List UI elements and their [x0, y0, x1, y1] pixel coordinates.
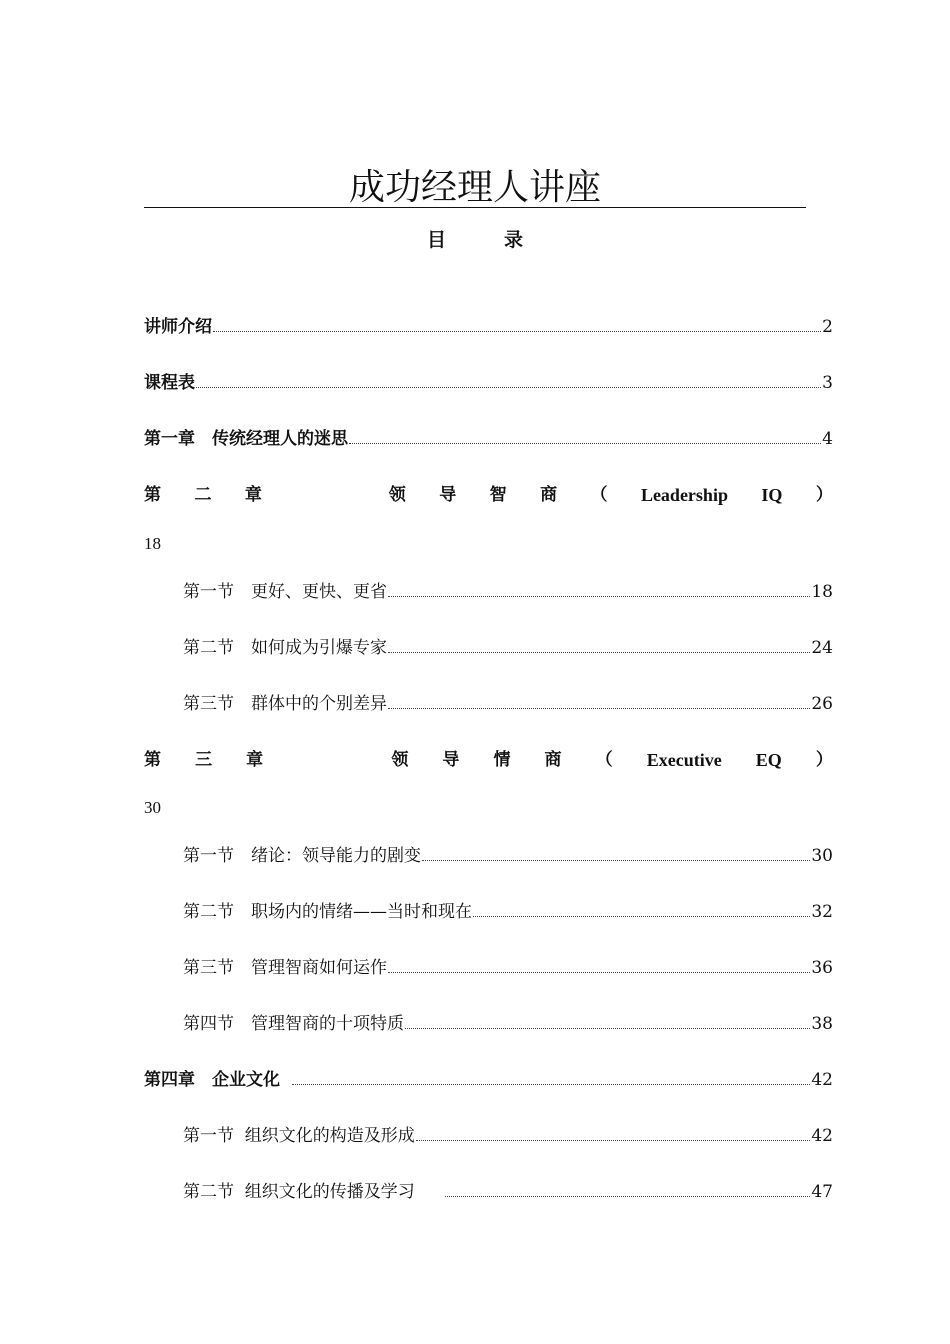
toc-entry-label: 第二节 如何成为引爆专家 [183, 638, 387, 658]
toc-entry-page: 47 [811, 1182, 833, 1202]
toc-heading: 目录 [426, 229, 581, 251]
toc-entry-page: 2 [822, 317, 833, 337]
toc-word: 领 [388, 485, 406, 505]
toc-entry-label: 第四节 管理智商的十项特质 [183, 1014, 404, 1034]
toc-word: 领 [391, 750, 409, 770]
toc-entry-chapter-3[interactable] [144, 745, 833, 771]
toc-entry-section[interactable] [183, 897, 833, 923]
toc-entry-page: 30 [811, 846, 833, 866]
toc-word: Leadership [640, 485, 728, 505]
toc-entry-page: 36 [811, 958, 833, 978]
toc-entry-label: 第一节 更好、更快、更省 [183, 582, 387, 602]
toc-entry-page: 42 [811, 1070, 833, 1090]
document-title: 成功经理人讲座 [348, 167, 601, 208]
dot-leader [196, 387, 821, 388]
toc-entry-page: 18 [811, 582, 833, 602]
dot-leader [388, 708, 810, 709]
toc-word: 二 [194, 485, 212, 505]
toc-word: 章 [244, 485, 262, 505]
toc-word: IQ [761, 485, 783, 505]
toc-entry-section[interactable] [183, 1009, 833, 1035]
toc-entry-label: 第三节 群体中的个别差异 [183, 694, 387, 714]
toc-word: 情 [493, 750, 511, 770]
toc-word: 导 [442, 750, 460, 770]
dot-leader [405, 1028, 810, 1029]
dot-leader [422, 860, 810, 861]
toc-entry-page: 42 [811, 1126, 833, 1146]
toc-word: 章 [246, 750, 264, 770]
toc-entry-instructor[interactable] [144, 312, 833, 338]
toc-word: Executive [646, 750, 722, 770]
toc-word: 第 [144, 750, 161, 770]
toc-entry-section[interactable] [183, 633, 833, 659]
dot-leader [388, 972, 810, 973]
toc-word: （ [590, 485, 608, 505]
toc-word: 导 [439, 485, 457, 505]
toc-entry-label: 第一章 传统经理人的迷思 [144, 429, 348, 449]
toc-entry-page: 30 [144, 798, 161, 817]
toc-word: 三 [195, 750, 213, 770]
dot-leader [349, 443, 821, 444]
toc-entry-label: 第一节 绪论：领导能力的剧变 [183, 846, 421, 866]
dot-leader [388, 596, 810, 597]
toc-entry-chapter-2[interactable] [144, 480, 833, 506]
toc-word: 第 [144, 485, 161, 505]
toc-entry-label: 课程表 [144, 373, 195, 393]
toc-entry-chapter-1[interactable] [144, 424, 833, 450]
toc-entry-label: 第一节 组织文化的构造及形成 [183, 1126, 415, 1146]
toc-entry-page: 3 [822, 373, 833, 393]
toc-entry-page: 24 [811, 638, 833, 658]
dot-leader [388, 652, 810, 653]
dot-leader [416, 1140, 811, 1141]
dot-leader [292, 1084, 810, 1085]
toc-entry-label: 讲师介绍 [144, 317, 212, 337]
toc-entry-page: 26 [811, 694, 833, 714]
toc-entry-page: 18 [144, 534, 161, 553]
toc-word: ） [815, 485, 833, 505]
dot-leader [213, 331, 821, 332]
toc-entry-label: 第四章 企业文化 [144, 1070, 280, 1090]
toc-entry-section[interactable] [183, 1121, 833, 1147]
dot-leader [445, 1196, 811, 1197]
toc-entry-label: 第三节 管理智商如何运作 [183, 958, 387, 978]
toc-entry-section[interactable] [183, 953, 833, 979]
toc-entry-page: 32 [811, 902, 833, 922]
toc-entry-section[interactable] [183, 1177, 833, 1203]
toc-word: EQ [755, 750, 782, 770]
toc-entry-section[interactable] [183, 577, 833, 603]
toc-word: ） [815, 750, 833, 770]
title-underline [144, 207, 806, 208]
toc-entry-section[interactable] [183, 841, 833, 867]
toc-entry-schedule[interactable] [144, 368, 833, 394]
toc-entry-chapter-4[interactable] [144, 1065, 833, 1091]
toc-entry-section[interactable] [183, 689, 833, 715]
toc-entry-page: 38 [811, 1014, 833, 1034]
toc-word: 商 [544, 750, 562, 770]
toc-entry-page: 4 [822, 429, 833, 449]
toc-entry-label: 第二节 组织文化的传播及学习 [183, 1182, 415, 1202]
toc-word: （ [595, 750, 613, 770]
toc-word: 智 [489, 485, 507, 505]
toc-word: 商 [540, 485, 558, 505]
dot-leader [473, 916, 810, 917]
toc-entry-label: 第二节 职场内的情绪——当时和现在 [183, 902, 472, 922]
